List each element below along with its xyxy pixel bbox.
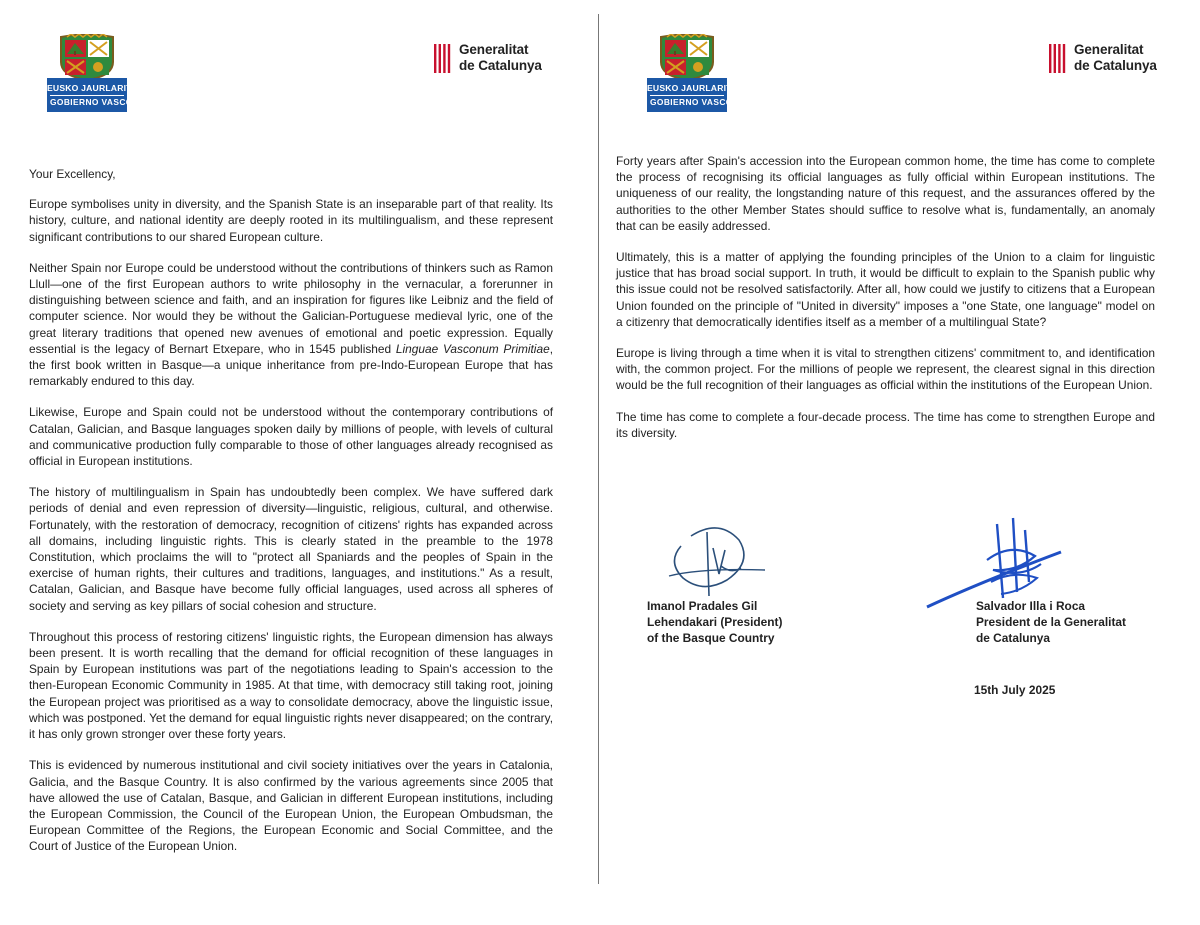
signatory-region: of the Basque Country [647, 631, 775, 646]
paragraph: Throughout this process of restoring citizens' linguistic rights, the European dimension has always been present. It is worth recalling that the demand for official recognition of these languages in Spain by European institutions was part of the negotiations leading to Spain's accession to the then-European Economic Community in 1985. At that time, with democracy still taking root, joining the European project was prioritised as a way to consolidate democracy, above the linguistic issue, which was postponed. Yet the demand for equal linguistic rights never disappeared; on the contrary, it has only grown stronger over these forty years. [29, 629, 553, 742]
paragraph: Likewise, Europe and Spain could not be understood without the contemporary contributions of Catalan, Galician, and Basque languages spoken daily by millions of people, with levels of cultural and communicative production fully comparable to those of other languages already recognised as official in European institutions. [29, 405, 553, 469]
paragraph-text: Neither Spain nor Europe could be understood without the contributions of thinkers such as Ramon Llull—one of the first European authors to write philosophy in the vernacular, a forerunner in distinguishing between science and faith, and an inspiration for figures like Leibniz and the field of computer science. Nor would they be without the Galician-Portuguese medieval lyric, one of the great literary traditions that opened new avenues of emotional and poetic expression. Equally essential is the legacy of Bernart Etxepare, who in 1545 published [29, 260, 553, 356]
basque-logo-line2: GOBIERNO VASCO [50, 97, 133, 107]
generalitat-logo-line2: de Catalunya [459, 57, 542, 73]
signatory-name: Salvador Illa i Roca [976, 599, 1086, 613]
signatory-basque [647, 598, 867, 647]
basque-logo-banner [647, 78, 744, 112]
generalitat-logo-line1: Generalitat [459, 42, 529, 57]
basque-coat-of-arms-icon [57, 34, 117, 80]
generalitat-logo-line2: de Catalunya [1074, 57, 1157, 73]
paragraph: Forty years after Spain's accession into the European common home, the time has come to complete the process of recognising its official languages as fully official within European institutions. The uniqueness of our reality, the longstanding nature of this request, and the assurances offered by the authorities to the other Member States should suffice to resolve what is, fundamentally, an anomaly that can be easily addressed. [616, 154, 1155, 233]
basque-logo-line2: GOBIERNO VASCO [650, 97, 733, 107]
signatory-region: de Catalunya [976, 631, 1051, 646]
catalan-flag-mark-icon [1048, 44, 1067, 73]
signatory-title: President de la Generalitat [976, 615, 1127, 630]
basque-logo-line1: EUSKO JAURLARITZA [647, 83, 744, 93]
paragraph: The history of multilingualism in Spain has undoubtedly been complex. We have suffered dark periods of denial and even repression of diversity—linguistic, religious, cultural, and otherwise. Fortunately, with the restoration of democracy, recognition of citizens' rights has expanded across all domains, including linguistic rights. This is clearly stated in the preamble to the 1978 Constitution, which proclaims the will to "protect all Spaniards and the peoples of Spain in the exercise of human rights, their cultures and traditions, languages, and institutions." As a result, Catalan, Galician, and Basque have become fully official languages, used across all spheres of society and serving as key pillars of social cohesion and structure. [29, 485, 553, 613]
letter-body-page-2 [616, 153, 1155, 456]
salutation: Your Excellency, [29, 167, 116, 181]
basque-coat-of-arms-icon [657, 34, 717, 80]
paragraph [29, 260, 553, 390]
basque-government-logo [647, 34, 744, 110]
letter-date: 15th July 2025 [974, 683, 1056, 697]
signatory-name: Imanol Pradales Gil [647, 599, 758, 613]
letter-page-2 [599, 0, 1200, 925]
signatory-catalan [976, 598, 1196, 647]
paragraph: Europe symbolises unity in diversity, and the Spanish State is an inseparable part of that reality. Its history, culture, and national identity are deeply rooted in its multilingualism, and these represent significant contributions to our shared European culture. [29, 197, 553, 244]
paragraph: Europe is living through a time when it is vital to strengthen citizens' commitment to, and identification with, the common project. For the millions of people we represent, the clearest signal in this direction would be the full recognition of their languages as official within the institutions of the European Union. [616, 346, 1155, 393]
book-title: Linguae Vasconum Primitiae [395, 341, 550, 356]
paragraph: Ultimately, this is a matter of applying the founding principles of the Union to a claim for linguistic justice that has broad social support. In truth, it would be difficult to explain to the Spanish public why this issue could not be resolved satisfactorily. After all, how could we justify to citizens that a European Union founded on the principle of "United in diversity" imposes a "one State, one language" model on a citizenry that democratically identifies itself as a member of a multilingual State? [616, 250, 1155, 329]
signature-basque-president [661, 518, 771, 603]
basque-logo-banner [47, 78, 144, 112]
basque-logo-line1: EUSKO JAURLARITZA [47, 83, 144, 93]
catalan-flag-mark-icon [433, 44, 452, 73]
signature-catalan-president [921, 512, 1071, 612]
letter-page-1 [0, 0, 598, 925]
paragraph: The time has come to complete a four-decade process. The time has come to strengthen Europe and its diversity. [616, 409, 1155, 440]
generalitat-logo-line1: Generalitat [1074, 42, 1144, 57]
signatory-title: Lehendakari (President) [647, 615, 783, 630]
basque-government-logo [47, 34, 144, 110]
paragraph-text: , the first book written in Basque—a unique inheritance from pre-Indo-European Europe that has remarkably endured to this day. [29, 341, 553, 389]
paragraph: This is evidenced by numerous institutional and civil society initiatives over the years in Catalonia, Galicia, and the Basque Country. It is also confirmed by the various agreements since 2005 that have allowed the use of Catalan, Basque, and Galician in different European institutions, including the European Commission, the Council of the European Union, the European Ombudsman, the European Committee of the Regions, the European Economic and Social Committee, and the Court of Justice of the European Union. [29, 758, 553, 854]
letter-body-page-1 [29, 166, 553, 870]
